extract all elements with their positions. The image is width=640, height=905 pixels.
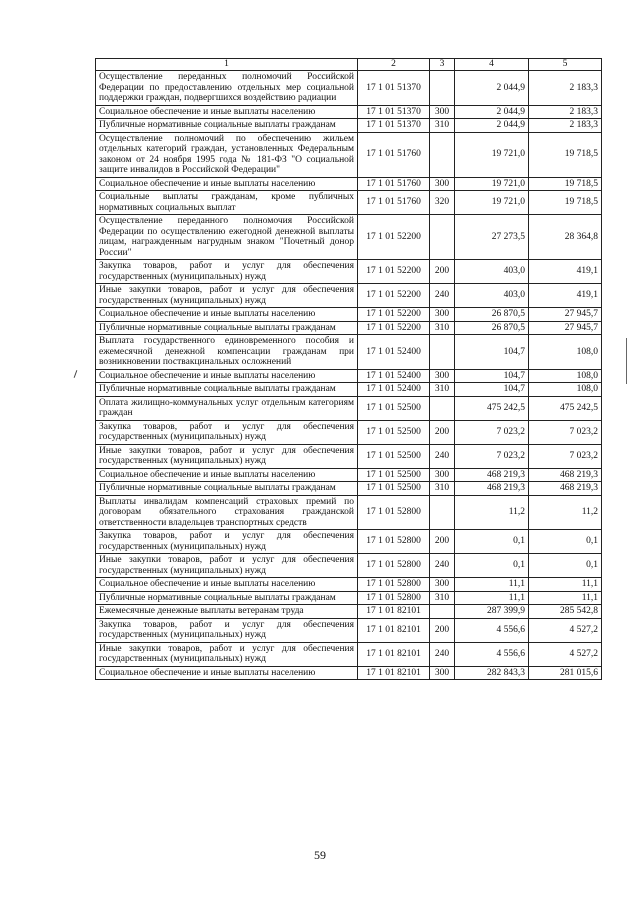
table-row bbox=[96, 132, 602, 177]
amount-col5-cell: 285 542,8 bbox=[529, 605, 602, 619]
amount-col4-cell: 11,1 bbox=[455, 578, 529, 592]
target-code-cell: 17 1 01 82101 bbox=[358, 642, 430, 666]
expense-type-cell: 240 bbox=[430, 642, 455, 666]
amount-col4-cell: 26 870,5 bbox=[455, 321, 529, 335]
amount-col4-cell: 11,2 bbox=[455, 495, 529, 530]
target-code-cell: 17 1 01 52200 bbox=[358, 284, 430, 308]
target-code-cell: 17 1 01 52800 bbox=[358, 591, 430, 605]
target-code-cell: 17 1 01 51370 bbox=[358, 119, 430, 133]
table-row bbox=[96, 215, 602, 260]
table-row bbox=[96, 308, 602, 322]
target-code-cell: 17 1 01 52800 bbox=[358, 554, 430, 578]
row-name-cell: Социальное обеспечение и иные выплаты населению bbox=[96, 308, 358, 322]
row-name-cell: Социальное обеспечение и иные выплаты населению bbox=[96, 666, 358, 680]
amount-col4-cell: 403,0 bbox=[455, 260, 529, 284]
row-name-cell: Осуществление полномочий по обеспечению жильем отдельных категорий граждан, установленных Федеральным законом от 24 ноября 1995 года № 181-ФЗ "О социальной защите инвалидов в Российской Федерации" bbox=[96, 132, 358, 177]
target-code-cell: 17 1 01 82101 bbox=[358, 605, 430, 619]
table-row bbox=[96, 369, 602, 383]
table-row bbox=[96, 420, 602, 444]
amount-col5-cell: 27 945,7 bbox=[529, 308, 602, 322]
expense-type-cell: 310 bbox=[430, 482, 455, 496]
target-code-cell: 17 1 01 82101 bbox=[358, 666, 430, 680]
table-row bbox=[96, 578, 602, 592]
target-code-cell: 17 1 01 52200 bbox=[358, 260, 430, 284]
amount-col4-cell: 27 273,5 bbox=[455, 215, 529, 260]
table-row bbox=[96, 284, 602, 308]
expense-type-cell: 300 bbox=[430, 308, 455, 322]
expense-type-cell: 300 bbox=[430, 369, 455, 383]
margin-mark bbox=[74, 370, 78, 378]
amount-col5-cell: 281 015,6 bbox=[529, 666, 602, 680]
expense-type-cell bbox=[430, 495, 455, 530]
target-code-cell: 17 1 01 52500 bbox=[358, 396, 430, 420]
target-code-cell: 17 1 01 52800 bbox=[358, 578, 430, 592]
amount-col5-cell: 7 023,2 bbox=[529, 444, 602, 468]
amount-col4-cell: 7 023,2 bbox=[455, 444, 529, 468]
amount-col4-cell: 2 044,9 bbox=[455, 71, 529, 106]
row-name-cell: Закупка товаров, работ и услуг для обеспечения государственных (муниципальных) нужд bbox=[96, 260, 358, 284]
target-code-cell: 17 1 01 51370 bbox=[358, 105, 430, 119]
target-code-cell: 17 1 01 52500 bbox=[358, 468, 430, 482]
target-code-cell: 17 1 01 52200 bbox=[358, 308, 430, 322]
expense-type-cell: 310 bbox=[430, 119, 455, 133]
amount-col5-cell: 11,1 bbox=[529, 591, 602, 605]
amount-col5-cell: 2 183,3 bbox=[529, 119, 602, 133]
amount-col4-cell: 282 843,3 bbox=[455, 666, 529, 680]
table-row bbox=[96, 444, 602, 468]
expense-type-cell: 200 bbox=[430, 420, 455, 444]
amount-col5-cell: 468 219,3 bbox=[529, 482, 602, 496]
expense-type-cell bbox=[430, 215, 455, 260]
row-name-cell: Закупка товаров, работ и услуг для обеспечения государственных (муниципальных) нужд bbox=[96, 420, 358, 444]
amount-col4-cell: 104,7 bbox=[455, 369, 529, 383]
amount-col4-cell: 403,0 bbox=[455, 284, 529, 308]
row-name-cell: Публичные нормативные социальные выплаты гражданам bbox=[96, 119, 358, 133]
amount-col5-cell: 4 527,2 bbox=[529, 618, 602, 642]
target-code-cell: 17 1 01 52500 bbox=[358, 444, 430, 468]
expense-type-cell: 320 bbox=[430, 191, 455, 215]
expense-type-cell: 310 bbox=[430, 591, 455, 605]
table-row bbox=[96, 321, 602, 335]
row-name-cell: Иные закупки товаров, работ и услуг для обеспечения государственных (муниципальных) нужд bbox=[96, 444, 358, 468]
amount-col4-cell: 7 023,2 bbox=[455, 420, 529, 444]
expense-type-cell: 200 bbox=[430, 530, 455, 554]
target-code-cell: 17 1 01 52200 bbox=[358, 321, 430, 335]
row-name-cell: Публичные нормативные социальные выплаты гражданам bbox=[96, 321, 358, 335]
amount-col5-cell: 11,1 bbox=[529, 578, 602, 592]
amount-col5-cell: 19 718,5 bbox=[529, 132, 602, 177]
target-code-cell: 17 1 01 51760 bbox=[358, 177, 430, 191]
expense-type-cell bbox=[430, 605, 455, 619]
amount-col4-cell: 104,7 bbox=[455, 335, 529, 370]
table-row bbox=[96, 468, 602, 482]
amount-col4-cell: 4 556,6 bbox=[455, 642, 529, 666]
amount-col5-cell: 419,1 bbox=[529, 260, 602, 284]
amount-col4-cell: 287 399,9 bbox=[455, 605, 529, 619]
row-name-cell: Публичные нормативные социальные выплаты гражданам bbox=[96, 482, 358, 496]
amount-col4-cell: 475 242,5 bbox=[455, 396, 529, 420]
row-name-cell: Иные закупки товаров, работ и услуг для обеспечения государственных (муниципальных) нужд bbox=[96, 642, 358, 666]
expense-type-cell bbox=[430, 71, 455, 106]
row-name-cell: Ежемесячные денежные выплаты ветеранам труда bbox=[96, 605, 358, 619]
amount-col4-cell: 468 219,3 bbox=[455, 482, 529, 496]
amount-col5-cell: 2 183,3 bbox=[529, 71, 602, 106]
table-row bbox=[96, 642, 602, 666]
row-name-cell: Публичные нормативные социальные выплаты гражданам bbox=[96, 383, 358, 397]
row-name-cell: Социальные выплаты гражданам, кроме публичных нормативных социальных выплат bbox=[96, 191, 358, 215]
row-name-cell: Выплата государственного единовременного пособия и ежемесячной денежной компенсации гражданам при возникновении поствакцинальных осложнений bbox=[96, 335, 358, 370]
table-row bbox=[96, 260, 602, 284]
row-name-cell: Осуществление переданного полномочия Российской Федерации по осуществлению ежегодной денежной выплаты лицам, награжденным нагрудным знаком "Почетный донор России" bbox=[96, 215, 358, 260]
expense-type-cell: 200 bbox=[430, 260, 455, 284]
table-body bbox=[96, 71, 602, 680]
amount-col4-cell: 468 219,3 bbox=[455, 468, 529, 482]
expense-type-cell bbox=[430, 335, 455, 370]
budget-table bbox=[95, 58, 602, 680]
expense-type-cell: 200 bbox=[430, 618, 455, 642]
target-code-cell: 17 1 01 52400 bbox=[358, 335, 430, 370]
row-name-cell: Иные закупки товаров, работ и услуг для обеспечения государственных (муниципальных) нужд bbox=[96, 284, 358, 308]
amount-col4-cell: 26 870,5 bbox=[455, 308, 529, 322]
expense-type-cell: 240 bbox=[430, 444, 455, 468]
amount-col5-cell: 108,0 bbox=[529, 383, 602, 397]
row-name-cell: Социальное обеспечение и иные выплаты населению bbox=[96, 578, 358, 592]
table-row bbox=[96, 495, 602, 530]
expense-type-cell bbox=[430, 132, 455, 177]
amount-col4-cell: 0,1 bbox=[455, 530, 529, 554]
table-row bbox=[96, 530, 602, 554]
amount-col5-cell: 108,0 bbox=[529, 335, 602, 370]
amount-col4-cell: 19 721,0 bbox=[455, 177, 529, 191]
table-row bbox=[96, 177, 602, 191]
margin-line bbox=[626, 338, 627, 384]
target-code-cell: 17 1 01 52500 bbox=[358, 420, 430, 444]
target-code-cell: 17 1 01 82101 bbox=[358, 618, 430, 642]
amount-col4-cell: 104,7 bbox=[455, 383, 529, 397]
row-name-cell: Социальное обеспечение и иные выплаты населению bbox=[96, 177, 358, 191]
amount-col5-cell: 19 718,5 bbox=[529, 191, 602, 215]
amount-col5-cell: 2 183,3 bbox=[529, 105, 602, 119]
expense-type-cell: 300 bbox=[430, 468, 455, 482]
table-row bbox=[96, 554, 602, 578]
amount-col5-cell: 419,1 bbox=[529, 284, 602, 308]
amount-col5-cell: 0,1 bbox=[529, 554, 602, 578]
table-row bbox=[96, 605, 602, 619]
amount-col4-cell: 11,1 bbox=[455, 591, 529, 605]
expense-type-cell: 300 bbox=[430, 666, 455, 680]
table-row bbox=[96, 482, 602, 496]
amount-col4-cell: 4 556,6 bbox=[455, 618, 529, 642]
amount-col5-cell: 0,1 bbox=[529, 530, 602, 554]
target-code-cell: 17 1 01 52400 bbox=[358, 383, 430, 397]
target-code-cell: 17 1 01 51370 bbox=[358, 71, 430, 106]
expense-type-cell: 310 bbox=[430, 383, 455, 397]
row-name-cell: Иные закупки товаров, работ и услуг для обеспечения государственных (муниципальных) нужд bbox=[96, 554, 358, 578]
table-row bbox=[96, 71, 602, 106]
column-header-4: 4 bbox=[455, 59, 529, 71]
column-header-1: 1 bbox=[96, 59, 358, 71]
table-row bbox=[96, 105, 602, 119]
amount-col5-cell: 468 219,3 bbox=[529, 468, 602, 482]
table-row bbox=[96, 119, 602, 133]
target-code-cell: 17 1 01 51760 bbox=[358, 191, 430, 215]
amount-col5-cell: 28 364,8 bbox=[529, 215, 602, 260]
expense-type-cell: 300 bbox=[430, 177, 455, 191]
table-row bbox=[96, 396, 602, 420]
column-header-2: 2 bbox=[358, 59, 430, 71]
column-header-5: 5 bbox=[529, 59, 602, 71]
expense-type-cell: 240 bbox=[430, 284, 455, 308]
amount-col5-cell: 108,0 bbox=[529, 369, 602, 383]
amount-col4-cell: 2 044,9 bbox=[455, 105, 529, 119]
table-row bbox=[96, 618, 602, 642]
target-code-cell: 17 1 01 52500 bbox=[358, 482, 430, 496]
row-name-cell: Осуществление переданных полномочий Российской Федерации по предоставлению отдельных мер социальной поддержки граждан, подвергшихся воздействию радиации bbox=[96, 71, 358, 106]
amount-col5-cell: 4 527,2 bbox=[529, 642, 602, 666]
row-name-cell: Выплаты инвалидам компенсаций страховых премий по договорам обязательного страхования гражданской ответственности владельцев транспортных средств bbox=[96, 495, 358, 530]
row-name-cell: Закупка товаров, работ и услуг для обеспечения государственных (муниципальных) нужд bbox=[96, 618, 358, 642]
target-code-cell: 17 1 01 52400 bbox=[358, 369, 430, 383]
target-code-cell: 17 1 01 52200 bbox=[358, 215, 430, 260]
row-name-cell: Оплата жилищно-коммунальных услуг отдельным категориям граждан bbox=[96, 396, 358, 420]
table-row bbox=[96, 335, 602, 370]
row-name-cell: Социальное обеспечение и иные выплаты населению bbox=[96, 468, 358, 482]
row-name-cell: Социальное обеспечение и иные выплаты населению bbox=[96, 369, 358, 383]
target-code-cell: 17 1 01 51760 bbox=[358, 132, 430, 177]
expense-type-cell: 300 bbox=[430, 578, 455, 592]
amount-col5-cell: 475 242,5 bbox=[529, 396, 602, 420]
table-row bbox=[96, 191, 602, 215]
column-header-3: 3 bbox=[430, 59, 455, 71]
page-number: 59 bbox=[314, 848, 326, 862]
row-name-cell: Социальное обеспечение и иные выплаты населению bbox=[96, 105, 358, 119]
table-row bbox=[96, 591, 602, 605]
table-row bbox=[96, 666, 602, 680]
header-row bbox=[96, 59, 602, 71]
amount-col5-cell: 19 718,5 bbox=[529, 177, 602, 191]
amount-col5-cell: 7 023,2 bbox=[529, 420, 602, 444]
amount-col4-cell: 2 044,9 bbox=[455, 119, 529, 133]
amount-col5-cell: 27 945,7 bbox=[529, 321, 602, 335]
expense-type-cell: 240 bbox=[430, 554, 455, 578]
expense-type-cell: 300 bbox=[430, 105, 455, 119]
expense-type-cell: 310 bbox=[430, 321, 455, 335]
amount-col4-cell: 0,1 bbox=[455, 554, 529, 578]
amount-col5-cell: 11,2 bbox=[529, 495, 602, 530]
amount-col4-cell: 19 721,0 bbox=[455, 132, 529, 177]
amount-col4-cell: 19 721,0 bbox=[455, 191, 529, 215]
row-name-cell: Публичные нормативные социальные выплаты гражданам bbox=[96, 591, 358, 605]
target-code-cell: 17 1 01 52800 bbox=[358, 495, 430, 530]
expense-type-cell bbox=[430, 396, 455, 420]
row-name-cell: Закупка товаров, работ и услуг для обеспечения государственных (муниципальных) нужд bbox=[96, 530, 358, 554]
target-code-cell: 17 1 01 52800 bbox=[358, 530, 430, 554]
table-row bbox=[96, 383, 602, 397]
